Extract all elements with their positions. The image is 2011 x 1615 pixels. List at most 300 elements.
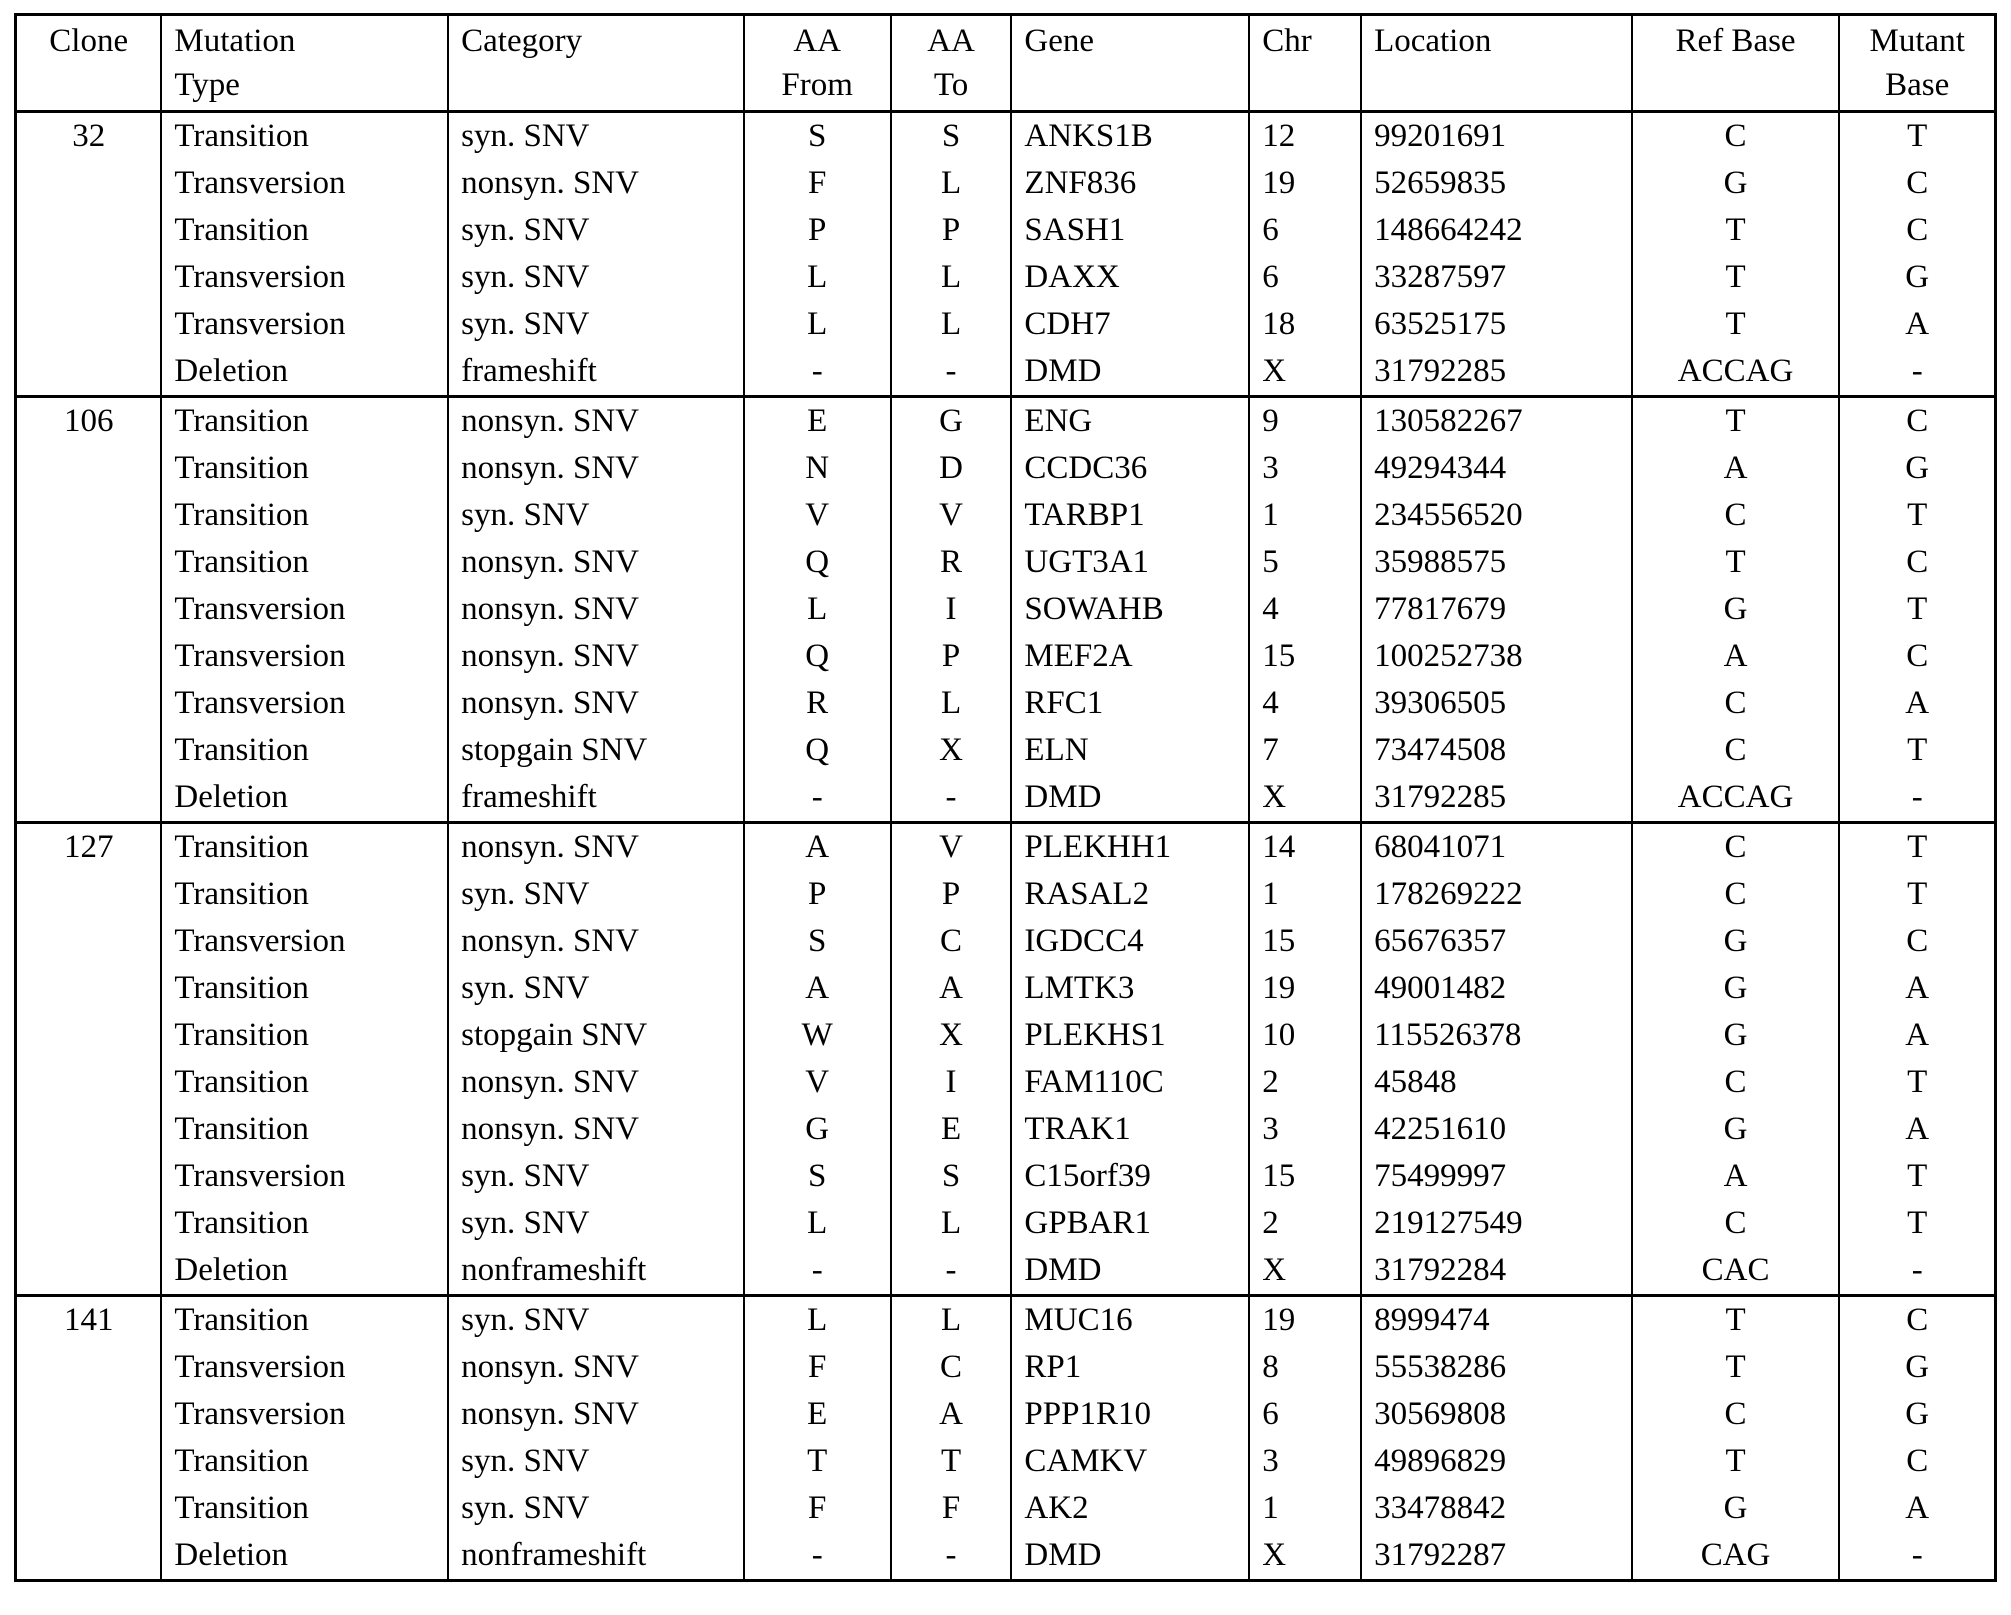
cell-chr: 3 [1249, 1438, 1361, 1485]
cell-mutant_base: T [1839, 1200, 1995, 1247]
cell-location: 65676357 [1361, 918, 1632, 965]
cell-gene: FAM110C [1011, 1059, 1249, 1106]
cell-mutant_base: C [1839, 1296, 1995, 1345]
cell-chr: 10 [1249, 1012, 1361, 1059]
cell-gene: CDH7 [1011, 301, 1249, 348]
cell-mutant_base: T [1839, 492, 1995, 539]
table-row [16, 1200, 1996, 1247]
cell-aa_to: L [891, 680, 1012, 727]
cell-aa_from: G [744, 1106, 891, 1153]
cell-location: 49294344 [1361, 445, 1632, 492]
cell-aa_from: V [744, 492, 891, 539]
cell-mutation_type: Transversion [161, 1391, 448, 1438]
cell-category: nonsyn. SNV [448, 397, 744, 446]
cell-chr: 3 [1249, 445, 1361, 492]
cell-mutation_type: Transition [161, 1012, 448, 1059]
cell-chr: X [1249, 348, 1361, 397]
cell-mutation_type: Transversion [161, 586, 448, 633]
cell-ref_base: T [1632, 1344, 1840, 1391]
cell-mutation_type: Transition [161, 871, 448, 918]
table-row [16, 301, 1996, 348]
table-row [16, 1059, 1996, 1106]
cell-location: 99201691 [1361, 112, 1632, 161]
table-row [16, 918, 1996, 965]
cell-mutation_type: Transversion [161, 1344, 448, 1391]
cell-ref_base: ACCAG [1632, 348, 1840, 397]
cell-aa_from: V [744, 1059, 891, 1106]
cell-gene: RFC1 [1011, 680, 1249, 727]
cell-aa_to: L [891, 1296, 1012, 1345]
cell-ref_base: T [1632, 301, 1840, 348]
cell-mutation_type: Transition [161, 823, 448, 872]
cell-category: syn. SNV [448, 112, 744, 161]
table-header [16, 15, 1996, 112]
cell-ref_base: C [1632, 1200, 1840, 1247]
cell-mutation_type: Transversion [161, 918, 448, 965]
cell-chr: 6 [1249, 254, 1361, 301]
column-header-text: Type [174, 67, 240, 103]
cell-mutant_base: T [1839, 727, 1995, 774]
cell-gene: CCDC36 [1011, 445, 1249, 492]
table-row [16, 1344, 1996, 1391]
cell-mutant_base: T [1839, 823, 1995, 872]
cell-gene: GPBAR1 [1011, 1200, 1249, 1247]
column-header-text: Category [461, 23, 583, 59]
cell-ref_base: G [1632, 965, 1840, 1012]
cell-ref_base: A [1632, 445, 1840, 492]
cell-aa_to: D [891, 445, 1012, 492]
cell-gene: LMTK3 [1011, 965, 1249, 1012]
cell-gene: PLEKHS1 [1011, 1012, 1249, 1059]
table-row [16, 1391, 1996, 1438]
cell-category: syn. SNV [448, 1296, 744, 1345]
cell-mutant_base: A [1839, 1106, 1995, 1153]
cell-aa_to: C [891, 1344, 1012, 1391]
cell-category: nonsyn. SNV [448, 1106, 744, 1153]
column-header-text: Clone [49, 23, 129, 59]
column-header-text: Ref Base [1675, 23, 1796, 59]
cell-aa_to: X [891, 1012, 1012, 1059]
cell-location: 39306505 [1361, 680, 1632, 727]
column-header-clone [16, 15, 162, 112]
cell-mutant_base: G [1839, 254, 1995, 301]
cell-location: 49896829 [1361, 1438, 1632, 1485]
column-header-text: AA [793, 23, 842, 59]
cell-chr: 15 [1249, 633, 1361, 680]
cell-aa_from: F [744, 160, 891, 207]
cell-gene: ENG [1011, 397, 1249, 446]
cell-category: syn. SNV [448, 301, 744, 348]
cell-category: syn. SNV [448, 1438, 744, 1485]
cell-category: syn. SNV [448, 1485, 744, 1532]
cell-category: nonsyn. SNV [448, 445, 744, 492]
column-header-ref_base [1632, 15, 1840, 112]
cell-gene: TRAK1 [1011, 1106, 1249, 1153]
cell-mutant_base: C [1839, 539, 1995, 586]
table-row [16, 492, 1996, 539]
header-row [16, 15, 1996, 112]
cell-category: frameshift [448, 348, 744, 397]
cell-mutation_type: Transition [161, 397, 448, 446]
cell-mutant_base: T [1839, 1059, 1995, 1106]
table-row [16, 207, 1996, 254]
cell-category: nonsyn. SNV [448, 539, 744, 586]
clone-id-cell: 106 [16, 397, 162, 823]
cell-aa_from: P [744, 207, 891, 254]
cell-aa_to: E [891, 1106, 1012, 1153]
cell-aa_from: A [744, 823, 891, 872]
cell-chr: 1 [1249, 871, 1361, 918]
cell-ref_base: C [1632, 727, 1840, 774]
cell-aa_to: P [891, 633, 1012, 680]
cell-aa_from: F [744, 1344, 891, 1391]
cell-chr: 9 [1249, 397, 1361, 446]
cell-ref_base: C [1632, 1059, 1840, 1106]
cell-mutant_base: A [1839, 680, 1995, 727]
cell-chr: 6 [1249, 1391, 1361, 1438]
cell-mutant_base: A [1839, 965, 1995, 1012]
column-header-text: Chr [1262, 23, 1312, 59]
cell-aa_to: A [891, 1391, 1012, 1438]
cell-ref_base: G [1632, 1106, 1840, 1153]
cell-gene: PPP1R10 [1011, 1391, 1249, 1438]
cell-aa_to: L [891, 254, 1012, 301]
cell-mutant_base: A [1839, 1012, 1995, 1059]
cell-category: nonsyn. SNV [448, 160, 744, 207]
cell-category: syn. SNV [448, 871, 744, 918]
clone-group [16, 1296, 1996, 1581]
table-row [16, 1012, 1996, 1059]
cell-aa_from: - [744, 1247, 891, 1296]
cell-ref_base: A [1632, 633, 1840, 680]
cell-mutation_type: Transition [161, 445, 448, 492]
cell-mutant_base: - [1839, 1532, 1995, 1581]
cell-location: 33287597 [1361, 254, 1632, 301]
cell-mutant_base: C [1839, 207, 1995, 254]
cell-gene: DMD [1011, 1247, 1249, 1296]
cell-category: nonsyn. SNV [448, 680, 744, 727]
cell-aa_from: E [744, 397, 891, 446]
cell-mutation_type: Transition [161, 207, 448, 254]
column-header-text: Base [1885, 67, 1950, 103]
cell-category: syn. SNV [448, 207, 744, 254]
cell-chr: 15 [1249, 1153, 1361, 1200]
table-row [16, 871, 1996, 918]
cell-ref_base: T [1632, 397, 1840, 446]
cell-category: nonsyn. SNV [448, 1059, 744, 1106]
cell-aa_to: F [891, 1485, 1012, 1532]
cell-mutation_type: Transition [161, 112, 448, 161]
cell-category: syn. SNV [448, 1153, 744, 1200]
cell-gene: ZNF836 [1011, 160, 1249, 207]
table-row [16, 445, 1996, 492]
cell-aa_from: L [744, 301, 891, 348]
cell-mutation_type: Deletion [161, 1247, 448, 1296]
cell-gene: MEF2A [1011, 633, 1249, 680]
cell-location: 63525175 [1361, 301, 1632, 348]
cell-category: syn. SNV [448, 492, 744, 539]
cell-mutation_type: Transition [161, 1296, 448, 1345]
table-row [16, 1247, 1996, 1296]
cell-chr: 7 [1249, 727, 1361, 774]
cell-aa_from: L [744, 254, 891, 301]
cell-category: syn. SNV [448, 1200, 744, 1247]
table-row [16, 823, 1996, 872]
cell-aa_to: P [891, 207, 1012, 254]
cell-mutation_type: Transversion [161, 633, 448, 680]
table-row [16, 774, 1996, 823]
cell-aa_from: - [744, 1532, 891, 1581]
cell-aa_to: S [891, 1153, 1012, 1200]
cell-ref_base: ACCAG [1632, 774, 1840, 823]
column-header-aa_from [744, 15, 891, 112]
table-row [16, 397, 1996, 446]
cell-location: 77817679 [1361, 586, 1632, 633]
cell-gene: UGT3A1 [1011, 539, 1249, 586]
cell-location: 49001482 [1361, 965, 1632, 1012]
cell-mutation_type: Deletion [161, 1532, 448, 1581]
cell-aa_to: X [891, 727, 1012, 774]
column-header-chr [1249, 15, 1361, 112]
cell-mutant_base: T [1839, 112, 1995, 161]
cell-location: 219127549 [1361, 1200, 1632, 1247]
cell-chr: 1 [1249, 492, 1361, 539]
cell-gene: PLEKHH1 [1011, 823, 1249, 872]
cell-mutation_type: Transversion [161, 301, 448, 348]
cell-category: nonsyn. SNV [448, 1391, 744, 1438]
cell-aa_from: Q [744, 539, 891, 586]
table-row [16, 1106, 1996, 1153]
cell-mutation_type: Transition [161, 539, 448, 586]
cell-location: 68041071 [1361, 823, 1632, 872]
column-header-text: To [933, 67, 969, 103]
cell-ref_base: T [1632, 254, 1840, 301]
cell-ref_base: G [1632, 1485, 1840, 1532]
cell-category: nonframeshift [448, 1247, 744, 1296]
table-row [16, 727, 1996, 774]
cell-mutant_base: - [1839, 1247, 1995, 1296]
cell-chr: 1 [1249, 1485, 1361, 1532]
cell-chr: 19 [1249, 160, 1361, 207]
cell-aa_from: R [744, 680, 891, 727]
cell-gene: CAMKV [1011, 1438, 1249, 1485]
cell-aa_to: C [891, 918, 1012, 965]
cell-aa_to: T [891, 1438, 1012, 1485]
cell-mutant_base: G [1839, 445, 1995, 492]
cell-chr: 18 [1249, 301, 1361, 348]
cell-mutant_base: G [1839, 1344, 1995, 1391]
cell-category: nonsyn. SNV [448, 918, 744, 965]
column-header-text: From [781, 67, 853, 103]
cell-mutation_type: Transition [161, 965, 448, 1012]
cell-category: stopgain SNV [448, 1012, 744, 1059]
table-row [16, 965, 1996, 1012]
cell-aa_to: - [891, 1247, 1012, 1296]
cell-mutation_type: Transition [161, 727, 448, 774]
cell-category: stopgain SNV [448, 727, 744, 774]
cell-aa_from: Q [744, 633, 891, 680]
cell-category: frameshift [448, 774, 744, 823]
table-row [16, 680, 1996, 727]
cell-mutant_base: - [1839, 774, 1995, 823]
cell-location: 55538286 [1361, 1344, 1632, 1391]
cell-ref_base: T [1632, 1296, 1840, 1345]
table-row [16, 1296, 1996, 1345]
cell-chr: 14 [1249, 823, 1361, 872]
cell-mutation_type: Deletion [161, 348, 448, 397]
clone-group [16, 823, 1996, 1296]
cell-chr: 19 [1249, 965, 1361, 1012]
cell-mutant_base: C [1839, 160, 1995, 207]
cell-category: nonsyn. SNV [448, 586, 744, 633]
cell-gene: DMD [1011, 348, 1249, 397]
column-header-location [1361, 15, 1632, 112]
cell-gene: TARBP1 [1011, 492, 1249, 539]
cell-location: 115526378 [1361, 1012, 1632, 1059]
cell-aa_to: I [891, 1059, 1012, 1106]
cell-aa_from: A [744, 965, 891, 1012]
table-row [16, 633, 1996, 680]
cell-chr: 2 [1249, 1059, 1361, 1106]
cell-chr: 6 [1249, 207, 1361, 254]
column-header-text: Gene [1024, 23, 1095, 59]
clone-id-cell: 127 [16, 823, 162, 1296]
cell-category: nonsyn. SNV [448, 633, 744, 680]
cell-aa_from: S [744, 1153, 891, 1200]
cell-chr: X [1249, 1532, 1361, 1581]
cell-mutant_base: C [1839, 918, 1995, 965]
cell-chr: X [1249, 774, 1361, 823]
table-row [16, 112, 1996, 161]
cell-aa_from: - [744, 774, 891, 823]
column-header-text: Location [1374, 23, 1492, 59]
cell-gene: SASH1 [1011, 207, 1249, 254]
cell-aa_from: T [744, 1438, 891, 1485]
cell-aa_from: P [744, 871, 891, 918]
column-header-aa_to [891, 15, 1012, 112]
cell-aa_to: L [891, 1200, 1012, 1247]
cell-ref_base: CAG [1632, 1532, 1840, 1581]
cell-aa_to: L [891, 160, 1012, 207]
cell-aa_to: I [891, 586, 1012, 633]
cell-mutation_type: Transversion [161, 254, 448, 301]
cell-aa_from: N [744, 445, 891, 492]
cell-category: syn. SNV [448, 254, 744, 301]
cell-mutant_base: C [1839, 397, 1995, 446]
cell-location: 52659835 [1361, 160, 1632, 207]
cell-chr: X [1249, 1247, 1361, 1296]
table-row [16, 160, 1996, 207]
cell-mutation_type: Transition [161, 1200, 448, 1247]
column-header-text: Mutation [174, 23, 296, 59]
cell-mutant_base: T [1839, 871, 1995, 918]
cell-mutation_type: Transition [161, 1438, 448, 1485]
cell-aa_to: P [891, 871, 1012, 918]
cell-mutant_base: G [1839, 1391, 1995, 1438]
cell-aa_to: V [891, 492, 1012, 539]
clone-id-cell: 32 [16, 112, 162, 397]
column-header-mutant_base [1839, 15, 1995, 112]
cell-mutant_base: C [1839, 633, 1995, 680]
cell-ref_base: CAC [1632, 1247, 1840, 1296]
cell-aa_from: - [744, 348, 891, 397]
cell-mutation_type: Transition [161, 1485, 448, 1532]
cell-gene: MUC16 [1011, 1296, 1249, 1345]
cell-category: nonsyn. SNV [448, 823, 744, 872]
cell-location: 100252738 [1361, 633, 1632, 680]
clone-id-cell: 141 [16, 1296, 162, 1581]
cell-location: 35988575 [1361, 539, 1632, 586]
cell-mutant_base: A [1839, 1485, 1995, 1532]
cell-aa_to: - [891, 1532, 1012, 1581]
cell-chr: 4 [1249, 680, 1361, 727]
cell-chr: 19 [1249, 1296, 1361, 1345]
cell-chr: 8 [1249, 1344, 1361, 1391]
cell-ref_base: G [1632, 160, 1840, 207]
cell-location: 130582267 [1361, 397, 1632, 446]
cell-location: 234556520 [1361, 492, 1632, 539]
cell-location: 42251610 [1361, 1106, 1632, 1153]
column-header-mutation_type [161, 15, 448, 112]
cell-aa_from: L [744, 586, 891, 633]
cell-aa_from: L [744, 1200, 891, 1247]
cell-aa_from: S [744, 918, 891, 965]
cell-aa_to: R [891, 539, 1012, 586]
cell-aa_to: V [891, 823, 1012, 872]
cell-mutant_base: - [1839, 348, 1995, 397]
cell-mutation_type: Deletion [161, 774, 448, 823]
cell-ref_base: T [1632, 539, 1840, 586]
table-row [16, 1485, 1996, 1532]
clone-group [16, 112, 1996, 397]
cell-aa_to: G [891, 397, 1012, 446]
table-row [16, 1532, 1996, 1581]
cell-mutation_type: Transition [161, 1106, 448, 1153]
cell-ref_base: C [1632, 1391, 1840, 1438]
table-row [16, 1153, 1996, 1200]
cell-location: 45848 [1361, 1059, 1632, 1106]
cell-mutant_base: A [1839, 301, 1995, 348]
cell-gene: DMD [1011, 774, 1249, 823]
cell-chr: 3 [1249, 1106, 1361, 1153]
cell-category: syn. SNV [448, 965, 744, 1012]
cell-aa_from: S [744, 112, 891, 161]
table-row [16, 254, 1996, 301]
cell-mutation_type: Transversion [161, 680, 448, 727]
cell-ref_base: G [1632, 918, 1840, 965]
cell-mutation_type: Transition [161, 492, 448, 539]
column-header-text: Mutant [1869, 23, 1965, 59]
cell-location: 31792287 [1361, 1532, 1632, 1581]
cell-gene: AK2 [1011, 1485, 1249, 1532]
cell-aa_to: - [891, 774, 1012, 823]
clone-group [16, 397, 1996, 823]
column-header-gene [1011, 15, 1249, 112]
cell-gene: C15orf39 [1011, 1153, 1249, 1200]
mutation-table [14, 13, 1997, 1582]
cell-aa_from: F [744, 1485, 891, 1532]
cell-chr: 5 [1249, 539, 1361, 586]
cell-location: 33478842 [1361, 1485, 1632, 1532]
cell-aa_from: E [744, 1391, 891, 1438]
cell-location: 8999474 [1361, 1296, 1632, 1345]
cell-chr: 2 [1249, 1200, 1361, 1247]
cell-category: nonframeshift [448, 1532, 744, 1581]
cell-ref_base: C [1632, 680, 1840, 727]
cell-gene: SOWAHB [1011, 586, 1249, 633]
cell-category: nonsyn. SNV [448, 1344, 744, 1391]
cell-mutant_base: T [1839, 586, 1995, 633]
